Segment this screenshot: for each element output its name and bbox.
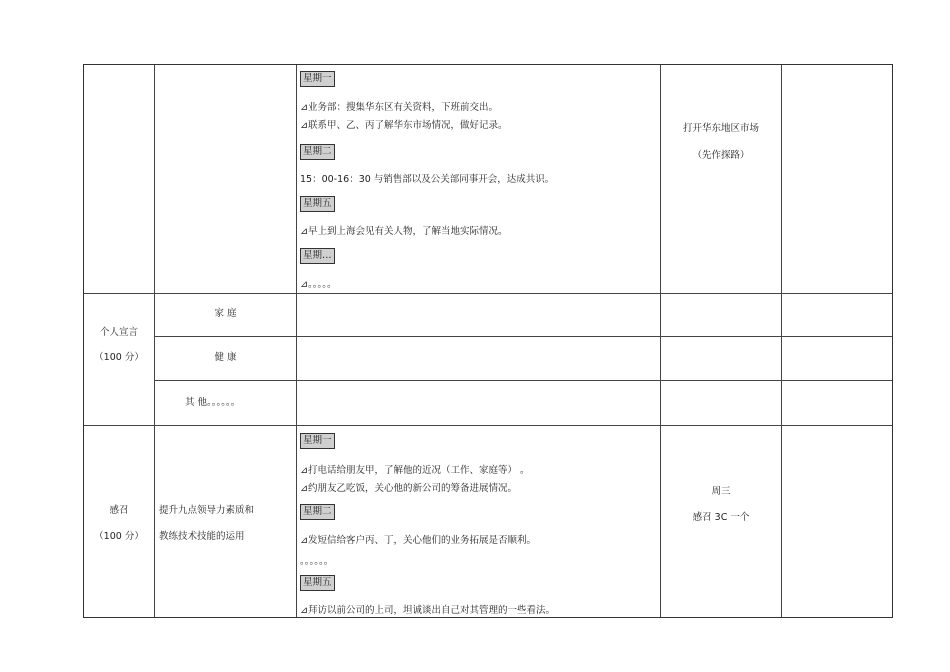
desc-text: 提升九点领导力素质和 [159,505,255,516]
day-label: 星期一 [300,433,335,449]
day-label: 星期五 [300,575,335,591]
day-label: 星期二 [300,504,335,520]
plan-line: ⊿早上到上海会见有关人物，了解当地实际情况。 [300,226,508,237]
desc-text: 教练技术技能的运用 [159,531,245,542]
goal-text: （先作探路） [692,150,750,161]
plan-line: ⊿发短信给客户丙、丁，关心他们的业务拓展是否顺利。 [300,535,536,546]
plan-line: ⊿打电话给朋友甲，了解他的近况（工作、家庭等） 。 [300,465,530,476]
plan-table [83,64,893,618]
plan-line: 。。。。。。 [300,556,334,567]
category-score: （100 分） [94,531,144,542]
plan-line: ⊿约朋友乙吃饭，关心他的新公司的筹备进展情况。 [300,483,517,494]
grid-row-1 [84,293,892,294]
goal-text: 周三 [711,486,731,497]
day-label: 星期二 [300,144,335,160]
grid-row-2a [154,336,892,337]
item-label-other: 其 他。。。。。。 [185,397,241,408]
day-label: 星期… [300,248,335,264]
category-score: （100 分） [94,352,144,363]
grid-row-2b [154,380,892,381]
grid-col-2 [296,65,297,617]
day-label: 星期五 [300,196,335,212]
goal-text: 感召 3C 一个 [692,512,750,523]
item-label-family: 家 庭 [214,308,237,319]
plan-line: ⊿业务部：搜集华东区有关资料，下班前交出。 [300,102,498,113]
plan-line: 15：00-16：30 与销售部以及公关部同事开会，达成共识。 [300,174,555,185]
item-label-health: 健 康 [214,352,237,363]
grid-col-4 [781,65,782,617]
plan-line: ⊿拜访以前公司的上司，坦诚谈出自己对其管理的一些看法。 [300,605,555,616]
goal-text: 打开华东地区市场 [682,123,759,134]
grid-col-1 [154,65,155,617]
category-label: 感召 [109,505,129,516]
grid-row-2 [84,425,892,426]
plan-line: ⊿。。。。。 [300,279,337,290]
plan-line: ⊿联系甲、乙、丙了解华东市场情况，做好记录。 [300,120,508,131]
day-label: 星期一 [300,71,335,87]
grid-col-3 [660,65,661,617]
category-label: 个人宣言 [99,327,138,338]
